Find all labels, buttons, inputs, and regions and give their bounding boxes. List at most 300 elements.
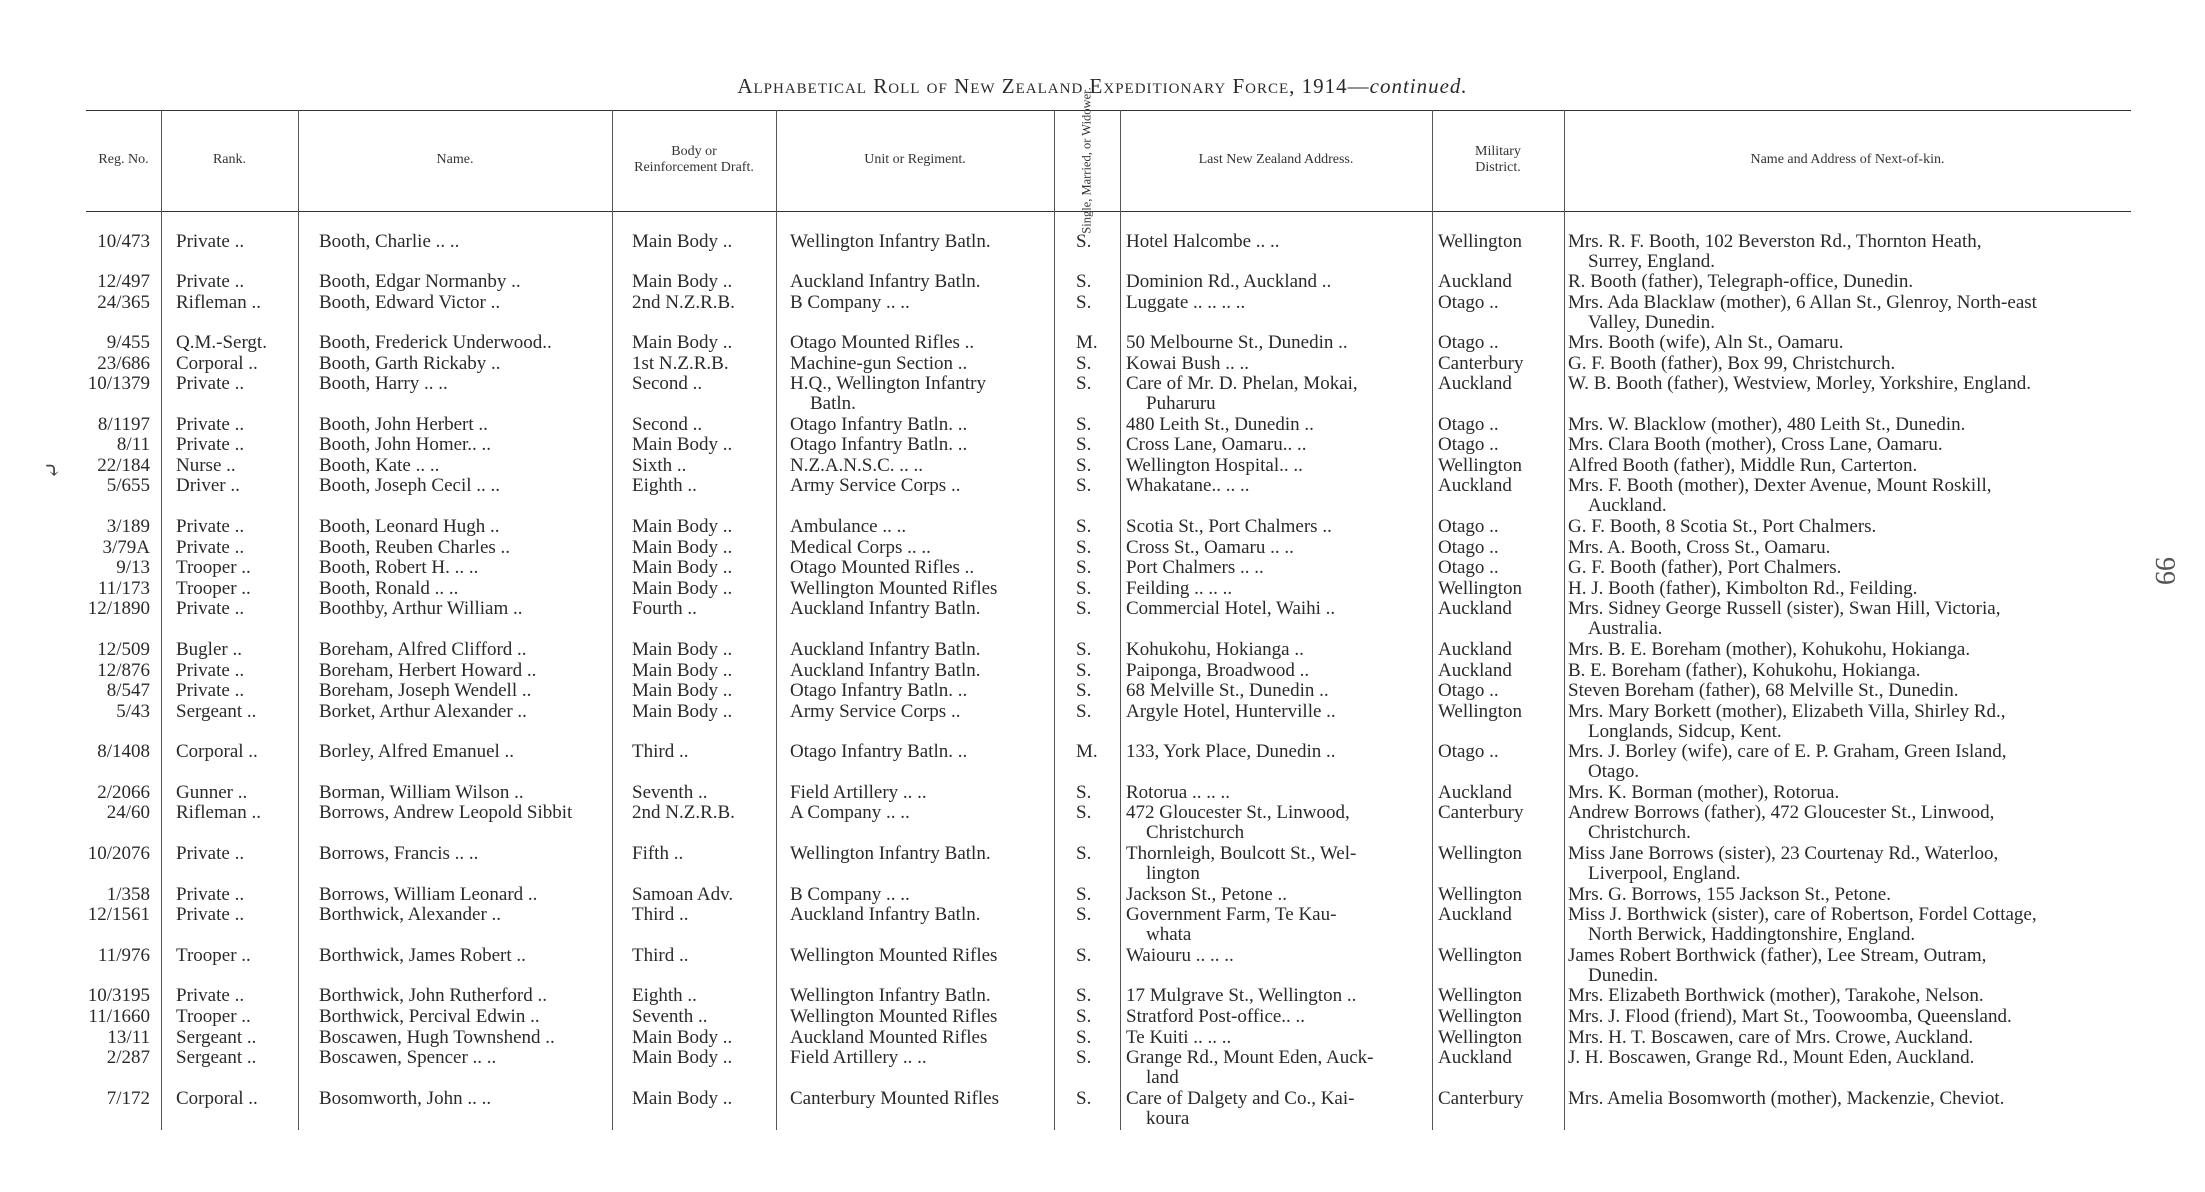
cell-rank: [176, 456, 236, 476]
cell-unit: [790, 1028, 987, 1048]
cell-unit: [790, 742, 967, 762]
cell-reg: [86, 272, 150, 292]
name-text: Borrows, Andrew Leopold Sibbit: [319, 802, 573, 823]
addr-continuation: Puharuru: [1146, 393, 1216, 414]
cell-nok: [1568, 599, 2000, 639]
cell-name: [319, 232, 459, 252]
cell-reg: [86, 435, 150, 455]
status-text: S.: [1076, 680, 1092, 701]
cell-district: [1438, 435, 1499, 455]
cell-draft: [632, 640, 732, 660]
cell-draft: [632, 844, 683, 864]
reg-text: 11/1660: [88, 1006, 150, 1027]
cell-addr: [1126, 456, 1303, 476]
cell-reg: [86, 293, 150, 313]
col-divider: [1564, 110, 1565, 1130]
reg-text: 12/1561: [87, 904, 150, 925]
cell-status: [1076, 579, 1091, 599]
cell-district: [1438, 803, 1523, 823]
cell-rank: [176, 476, 240, 496]
cell-unit: [790, 374, 986, 414]
unit-text: Otago Infantry Batln. ..: [790, 434, 968, 455]
unit-text: Otago Mounted Rifles ..: [790, 332, 975, 353]
cell-draft: [632, 354, 729, 374]
cell-status: [1076, 1007, 1091, 1027]
cell-nok: [1568, 232, 1981, 272]
cell-unit: [790, 456, 923, 476]
reg-text: 13/11: [107, 1027, 150, 1048]
cell-unit: [790, 783, 927, 803]
cell-draft: [632, 946, 688, 966]
name-text: Booth, Ronald .. ..: [319, 578, 459, 599]
cell-district: [1438, 783, 1512, 803]
name-text: Booth, Harry .. ..: [319, 373, 448, 394]
cell-reg: [86, 661, 150, 681]
rank-text: Private ..: [176, 598, 245, 619]
rank-text: Rifleman ..: [176, 802, 261, 823]
cell-name: [319, 783, 524, 803]
cell-nok: [1568, 517, 1876, 537]
cell-unit: [790, 272, 980, 292]
header-rank: Rank.: [212, 152, 247, 167]
reg-text: 5/655: [106, 475, 150, 496]
addr-text: Commercial Hotel, Waihi ..: [1126, 598, 1336, 619]
nok-continuation: Australia.: [1588, 618, 1663, 639]
cell-status: [1076, 517, 1091, 537]
cell-addr: [1126, 558, 1264, 578]
cell-rank: [176, 803, 261, 823]
cell-rank: [176, 946, 251, 966]
reg-text: 9/13: [116, 557, 150, 578]
name-text: Borthwick, Alexander ..: [319, 904, 502, 925]
cell-district: [1438, 681, 1499, 701]
cell-draft: [632, 232, 732, 252]
name-text: Booth, Joseph Cecil .. ..: [319, 475, 501, 496]
reg-text: 10/473: [97, 231, 150, 252]
cell-status: [1076, 476, 1091, 496]
cell-addr: [1126, 232, 1280, 252]
cell-addr: [1126, 538, 1294, 558]
cell-rank: [176, 579, 251, 599]
cell-name: [319, 702, 527, 722]
col-divider: [298, 110, 299, 1130]
draft-text: Main Body ..: [632, 434, 733, 455]
cell-unit: [790, 640, 980, 660]
rank-text: Trooper ..: [176, 945, 251, 966]
unit-text: Army Service Corps ..: [790, 701, 961, 722]
cell-unit: [790, 435, 967, 455]
name-text: Booth, Frederick Underwood..: [319, 332, 552, 353]
cell-unit: [790, 661, 980, 681]
status-text: S.: [1076, 231, 1092, 252]
cell-status: [1076, 1028, 1091, 1048]
reg-text: 3/189: [106, 516, 150, 537]
rank-text: Q.M.-Sergt.: [176, 332, 267, 353]
cell-status: [1076, 986, 1091, 1006]
addr-text: 68 Melville St., Dunedin ..: [1126, 680, 1329, 701]
cell-nok: [1568, 293, 2037, 333]
cell-unit: [790, 946, 997, 966]
cell-rank: [176, 415, 244, 435]
cell-unit: [790, 681, 967, 701]
reg-text: 2/2066: [97, 782, 150, 803]
nok-text: Mrs. B. E. Boreham (mother), Kohukohu, Hokianga.: [1568, 639, 1971, 660]
addr-text: 17 Mulgrave St., Wellington ..: [1126, 985, 1357, 1006]
name-text: Boothby, Arthur William ..: [319, 598, 523, 619]
cell-district: [1438, 333, 1499, 353]
cell-draft: [632, 579, 732, 599]
district-text: Auckland: [1438, 373, 1512, 394]
addr-text: Thornleigh, Boulcott St., Wel-: [1126, 843, 1357, 864]
district-text: Auckland: [1438, 475, 1512, 496]
header-status: Single, Married, or Widower.: [1079, 86, 1094, 234]
cell-unit: [790, 558, 974, 578]
cell-nok: [1568, 661, 1920, 681]
cell-nok: [1568, 354, 1895, 374]
cell-district: [1438, 1007, 1522, 1027]
unit-text: Wellington Infantry Batln.: [790, 843, 991, 864]
cell-status: [1076, 415, 1091, 435]
cell-district: [1438, 517, 1499, 537]
district-text: Otago ..: [1438, 292, 1499, 313]
cell-unit: [790, 905, 980, 925]
nok-text: Andrew Borrows (father), 472 Gloucester St., Linwood,: [1568, 802, 1995, 823]
page-number: 99: [2149, 557, 2180, 585]
draft-text: Main Body ..: [632, 1047, 733, 1068]
draft-text: Main Body ..: [632, 639, 733, 660]
district-text: Otago ..: [1438, 414, 1499, 435]
unit-text: Auckland Infantry Batln.: [790, 660, 981, 681]
cell-reg: [86, 844, 150, 864]
district-text: Auckland: [1438, 660, 1512, 681]
cell-nok: [1568, 1007, 2012, 1027]
nok-continuation: Auckland.: [1588, 495, 1667, 516]
addr-text: Grange Rd., Mount Eden, Auck-: [1126, 1047, 1374, 1068]
addr-text: Paiponga, Broadwood ..: [1126, 660, 1310, 681]
cell-name: [319, 946, 526, 966]
district-text: Wellington: [1438, 578, 1522, 599]
reg-text: 11/173: [97, 578, 150, 599]
cell-draft: [632, 415, 702, 435]
draft-text: Main Body ..: [632, 516, 733, 537]
rank-text: Bugler ..: [176, 639, 242, 660]
addr-text: Argyle Hotel, Hunterville ..: [1126, 701, 1336, 722]
district-text: Wellington: [1438, 455, 1522, 476]
cell-rank: [176, 905, 244, 925]
name-text: Borrows, William Leonard ..: [319, 884, 538, 905]
header-reg-no: Reg. No.: [98, 152, 149, 167]
cell-status: [1076, 272, 1091, 292]
cell-rank: [176, 1028, 256, 1048]
cell-name: [319, 803, 572, 823]
cell-reg: [86, 1028, 150, 1048]
cell-unit: [790, 1089, 999, 1109]
rank-text: Private ..: [176, 516, 245, 537]
reg-text: 8/1197: [97, 414, 150, 435]
district-text: Canterbury: [1438, 802, 1524, 823]
cell-name: [319, 661, 536, 681]
unit-text: Wellington Mounted Rifles: [790, 578, 998, 599]
cell-nok: [1568, 803, 1994, 843]
addr-text: Whakatane.. .. ..: [1126, 475, 1250, 496]
cell-status: [1076, 435, 1091, 455]
cell-reg: [86, 558, 150, 578]
addr-continuation: Christchurch: [1146, 822, 1245, 843]
name-text: Booth, Edward Victor ..: [319, 292, 501, 313]
cell-district: [1438, 374, 1512, 394]
nok-text: R. Booth (father), Telegraph-office, Dunedin.: [1568, 271, 1914, 292]
district-text: Wellington: [1438, 945, 1522, 966]
cell-nok: [1568, 333, 1843, 353]
cell-rank: [176, 232, 244, 252]
cell-rank: [176, 1048, 256, 1068]
unit-text: Auckland Infantry Batln.: [790, 598, 981, 619]
district-text: Wellington: [1438, 1027, 1522, 1048]
cell-rank: [176, 517, 244, 537]
name-text: Borley, Alfred Emanuel ..: [319, 741, 515, 762]
status-text: S.: [1076, 434, 1092, 455]
cell-status: [1076, 354, 1091, 374]
cell-district: [1438, 885, 1522, 905]
cell-reg: [86, 783, 150, 803]
unit-text: Auckland Mounted Rifles: [790, 1027, 988, 1048]
unit-text: Medical Corps .. ..: [790, 537, 931, 558]
rank-text: Sergeant ..: [176, 1027, 257, 1048]
cell-nok: [1568, 435, 1943, 455]
cell-reg: [86, 742, 150, 762]
nok-text: Steven Boreham (father), 68 Melville St., Dunedin.: [1568, 680, 1959, 701]
cell-addr: [1126, 579, 1232, 599]
name-text: Booth, John Herbert ..: [319, 414, 488, 435]
draft-text: Main Body ..: [632, 1088, 733, 1109]
nok-text: Mrs. Mary Borkett (mother), Elizabeth Villa, Shirley Rd.,: [1568, 701, 2006, 722]
cell-unit: [790, 1007, 997, 1027]
cell-nok: [1568, 946, 1986, 986]
cell-draft: [632, 456, 686, 476]
status-text: S.: [1076, 701, 1092, 722]
rank-text: Corporal ..: [176, 1088, 258, 1109]
status-text: S.: [1076, 639, 1092, 660]
cell-draft: [632, 333, 732, 353]
status-text: S.: [1076, 660, 1092, 681]
name-text: Booth, Robert H. .. ..: [319, 557, 479, 578]
cell-addr: [1126, 333, 1348, 353]
draft-text: Second ..: [632, 414, 703, 435]
cell-draft: [632, 885, 733, 905]
header-address: Last New Zealand Address.: [1198, 152, 1354, 167]
district-text: Auckland: [1438, 271, 1512, 292]
cell-name: [319, 1089, 491, 1109]
district-text: Canterbury: [1438, 353, 1524, 374]
nok-text: James Robert Borthwick (father), Lee Stream, Outram,: [1568, 945, 1987, 966]
cell-district: [1438, 1089, 1523, 1109]
cell-name: [319, 415, 488, 435]
addr-text: Rotorua .. .. ..: [1126, 782, 1230, 803]
reg-text: 12/876: [97, 660, 150, 681]
reg-text: 3/79A: [102, 537, 150, 558]
addr-continuation: koura: [1146, 1108, 1190, 1129]
cell-district: [1438, 640, 1512, 660]
reg-text: 10/2076: [87, 843, 150, 864]
cell-status: [1076, 232, 1091, 252]
rank-text: Sergeant ..: [176, 1047, 257, 1068]
draft-text: Samoan Adv.: [632, 884, 734, 905]
cell-status: [1076, 1048, 1091, 1068]
cell-nok: [1568, 272, 1913, 292]
cell-addr: [1126, 1007, 1305, 1027]
cell-draft: [632, 986, 697, 1006]
unit-text: Otago Infantry Batln. ..: [790, 680, 968, 701]
cell-reg: [86, 640, 150, 660]
name-text: Borthwick, James Robert ..: [319, 945, 526, 966]
district-text: Otago ..: [1438, 557, 1499, 578]
cell-draft: [632, 374, 702, 394]
cell-status: [1076, 374, 1091, 394]
cell-status: [1076, 742, 1098, 762]
cell-reg: [86, 415, 150, 435]
cell-reg: [86, 538, 150, 558]
draft-text: Main Body ..: [632, 332, 733, 353]
cell-draft: [632, 517, 732, 537]
cell-addr: [1126, 435, 1306, 455]
cell-status: [1076, 558, 1091, 578]
cell-name: [319, 1007, 540, 1027]
rank-text: Private ..: [176, 884, 245, 905]
cell-addr: [1126, 844, 1356, 884]
cell-addr: [1126, 702, 1336, 722]
col-divider: [612, 110, 613, 1130]
rank-text: Private ..: [176, 537, 245, 558]
cell-status: [1076, 599, 1091, 619]
cell-draft: [632, 1007, 707, 1027]
addr-text: Jackson St., Petone ..: [1126, 884, 1287, 905]
addr-text: Waiouru .. .. ..: [1126, 945, 1234, 966]
cell-reg: [86, 905, 150, 925]
name-text: Booth, Charlie .. ..: [319, 231, 460, 252]
cell-draft: [632, 803, 735, 823]
cell-name: [319, 579, 458, 599]
cell-addr: [1126, 946, 1234, 966]
draft-text: Third ..: [632, 741, 689, 762]
cell-district: [1438, 742, 1499, 762]
name-text: Boreham, Alfred Clifford ..: [319, 639, 527, 660]
district-text: Auckland: [1438, 639, 1512, 660]
status-text: S.: [1076, 292, 1092, 313]
rank-text: Trooper ..: [176, 557, 251, 578]
nok-text: Mrs. R. F. Booth, 102 Beverston Rd., Thornton Heath,: [1568, 231, 1982, 252]
cell-name: [319, 354, 501, 374]
draft-text: 2nd N.Z.R.B.: [632, 292, 735, 313]
district-text: Otago ..: [1438, 680, 1499, 701]
cell-rank: [176, 681, 244, 701]
cell-district: [1438, 538, 1499, 558]
reg-text: 12/509: [97, 639, 150, 660]
cell-rank: [176, 333, 267, 353]
col-divider: [161, 110, 162, 1130]
cell-rank: [176, 783, 247, 803]
nok-text: Mrs. A. Booth, Cross St., Oamaru.: [1568, 537, 1831, 558]
unit-text: Auckland Infantry Batln.: [790, 904, 981, 925]
district-text: Wellington: [1438, 1006, 1522, 1027]
addr-text: Cross St., Oamaru .. ..: [1126, 537, 1294, 558]
cell-addr: [1126, 272, 1331, 292]
status-text: M.: [1076, 741, 1098, 762]
cell-addr: [1126, 476, 1249, 496]
cell-rank: [176, 885, 244, 905]
status-text: S.: [1076, 271, 1092, 292]
cell-name: [319, 456, 439, 476]
addr-text: Wellington Hospital.. ..: [1126, 455, 1303, 476]
status-text: S.: [1076, 516, 1092, 537]
reg-text: 8/11: [116, 434, 150, 455]
cell-unit: [790, 702, 960, 722]
pointer-mark-icon: ⤵: [43, 458, 62, 483]
nok-continuation: Valley, Dunedin.: [1588, 312, 1715, 333]
rank-text: Private ..: [176, 680, 245, 701]
name-text: Booth, Leonard Hugh ..: [319, 516, 500, 537]
cell-reg: [86, 1089, 150, 1109]
status-text: S.: [1076, 414, 1092, 435]
cell-nok: [1568, 702, 2006, 742]
nok-text: J. H. Boscawen, Grange Rd., Mount Eden, Auckland.: [1568, 1047, 1975, 1068]
status-text: M.: [1076, 332, 1098, 353]
cell-district: [1438, 702, 1522, 722]
nok-text: H. J. Booth (father), Kimbolton Rd., Feilding.: [1568, 578, 1918, 599]
name-text: Borthwick, John Rutherford ..: [319, 985, 547, 1006]
cell-unit: [790, 803, 910, 823]
name-text: Borthwick, Percival Edwin ..: [319, 1006, 540, 1027]
status-text: S.: [1076, 1047, 1092, 1068]
cell-rank: [176, 661, 244, 681]
cell-reg: [86, 702, 150, 722]
name-text: Boscawen, Spencer .. ..: [319, 1047, 497, 1068]
unit-text: Wellington Mounted Rifles: [790, 1006, 998, 1027]
cell-addr: [1126, 599, 1335, 619]
nok-text: Mrs. Amelia Bosomworth (mother), Mackenzie, Cheviot.: [1568, 1088, 2005, 1109]
status-text: S.: [1076, 802, 1092, 823]
addr-continuation: lington: [1146, 863, 1200, 884]
cell-draft: [632, 1048, 732, 1068]
cell-draft: [632, 905, 688, 925]
cell-name: [319, 742, 514, 762]
cell-reg: [86, 1007, 150, 1027]
nok-continuation: Dunedin.: [1588, 965, 1659, 986]
nok-text: Mrs. Clara Booth (mother), Cross Lane, Oamaru.: [1568, 434, 1943, 455]
cell-nok: [1568, 558, 1841, 578]
col-divider: [1054, 110, 1055, 1130]
cell-name: [319, 558, 478, 578]
status-text: S.: [1076, 985, 1092, 1006]
cell-district: [1438, 272, 1512, 292]
addr-continuation: whata: [1146, 924, 1192, 945]
status-text: S.: [1076, 904, 1092, 925]
cell-rank: [176, 986, 244, 1006]
district-text: Wellington: [1438, 884, 1522, 905]
name-text: Borrows, Francis .. ..: [319, 843, 479, 864]
cell-reg: [86, 579, 150, 599]
cell-addr: [1126, 293, 1245, 313]
draft-text: Main Body ..: [632, 660, 733, 681]
nok-text: Mrs. W. Blacklow (mother), 480 Leith St., Dunedin.: [1568, 414, 1966, 435]
cell-status: [1076, 456, 1091, 476]
page-title: Alphabetical Roll of New Zealand Expeditionary Force, 1914—continued.: [737, 74, 1468, 98]
nok-continuation: Liverpool, England.: [1588, 863, 1741, 884]
cell-draft: [632, 742, 688, 762]
unit-text: A Company .. ..: [790, 802, 910, 823]
cell-status: [1076, 803, 1091, 823]
cell-addr: [1126, 905, 1336, 945]
col-divider: [1120, 110, 1121, 1130]
